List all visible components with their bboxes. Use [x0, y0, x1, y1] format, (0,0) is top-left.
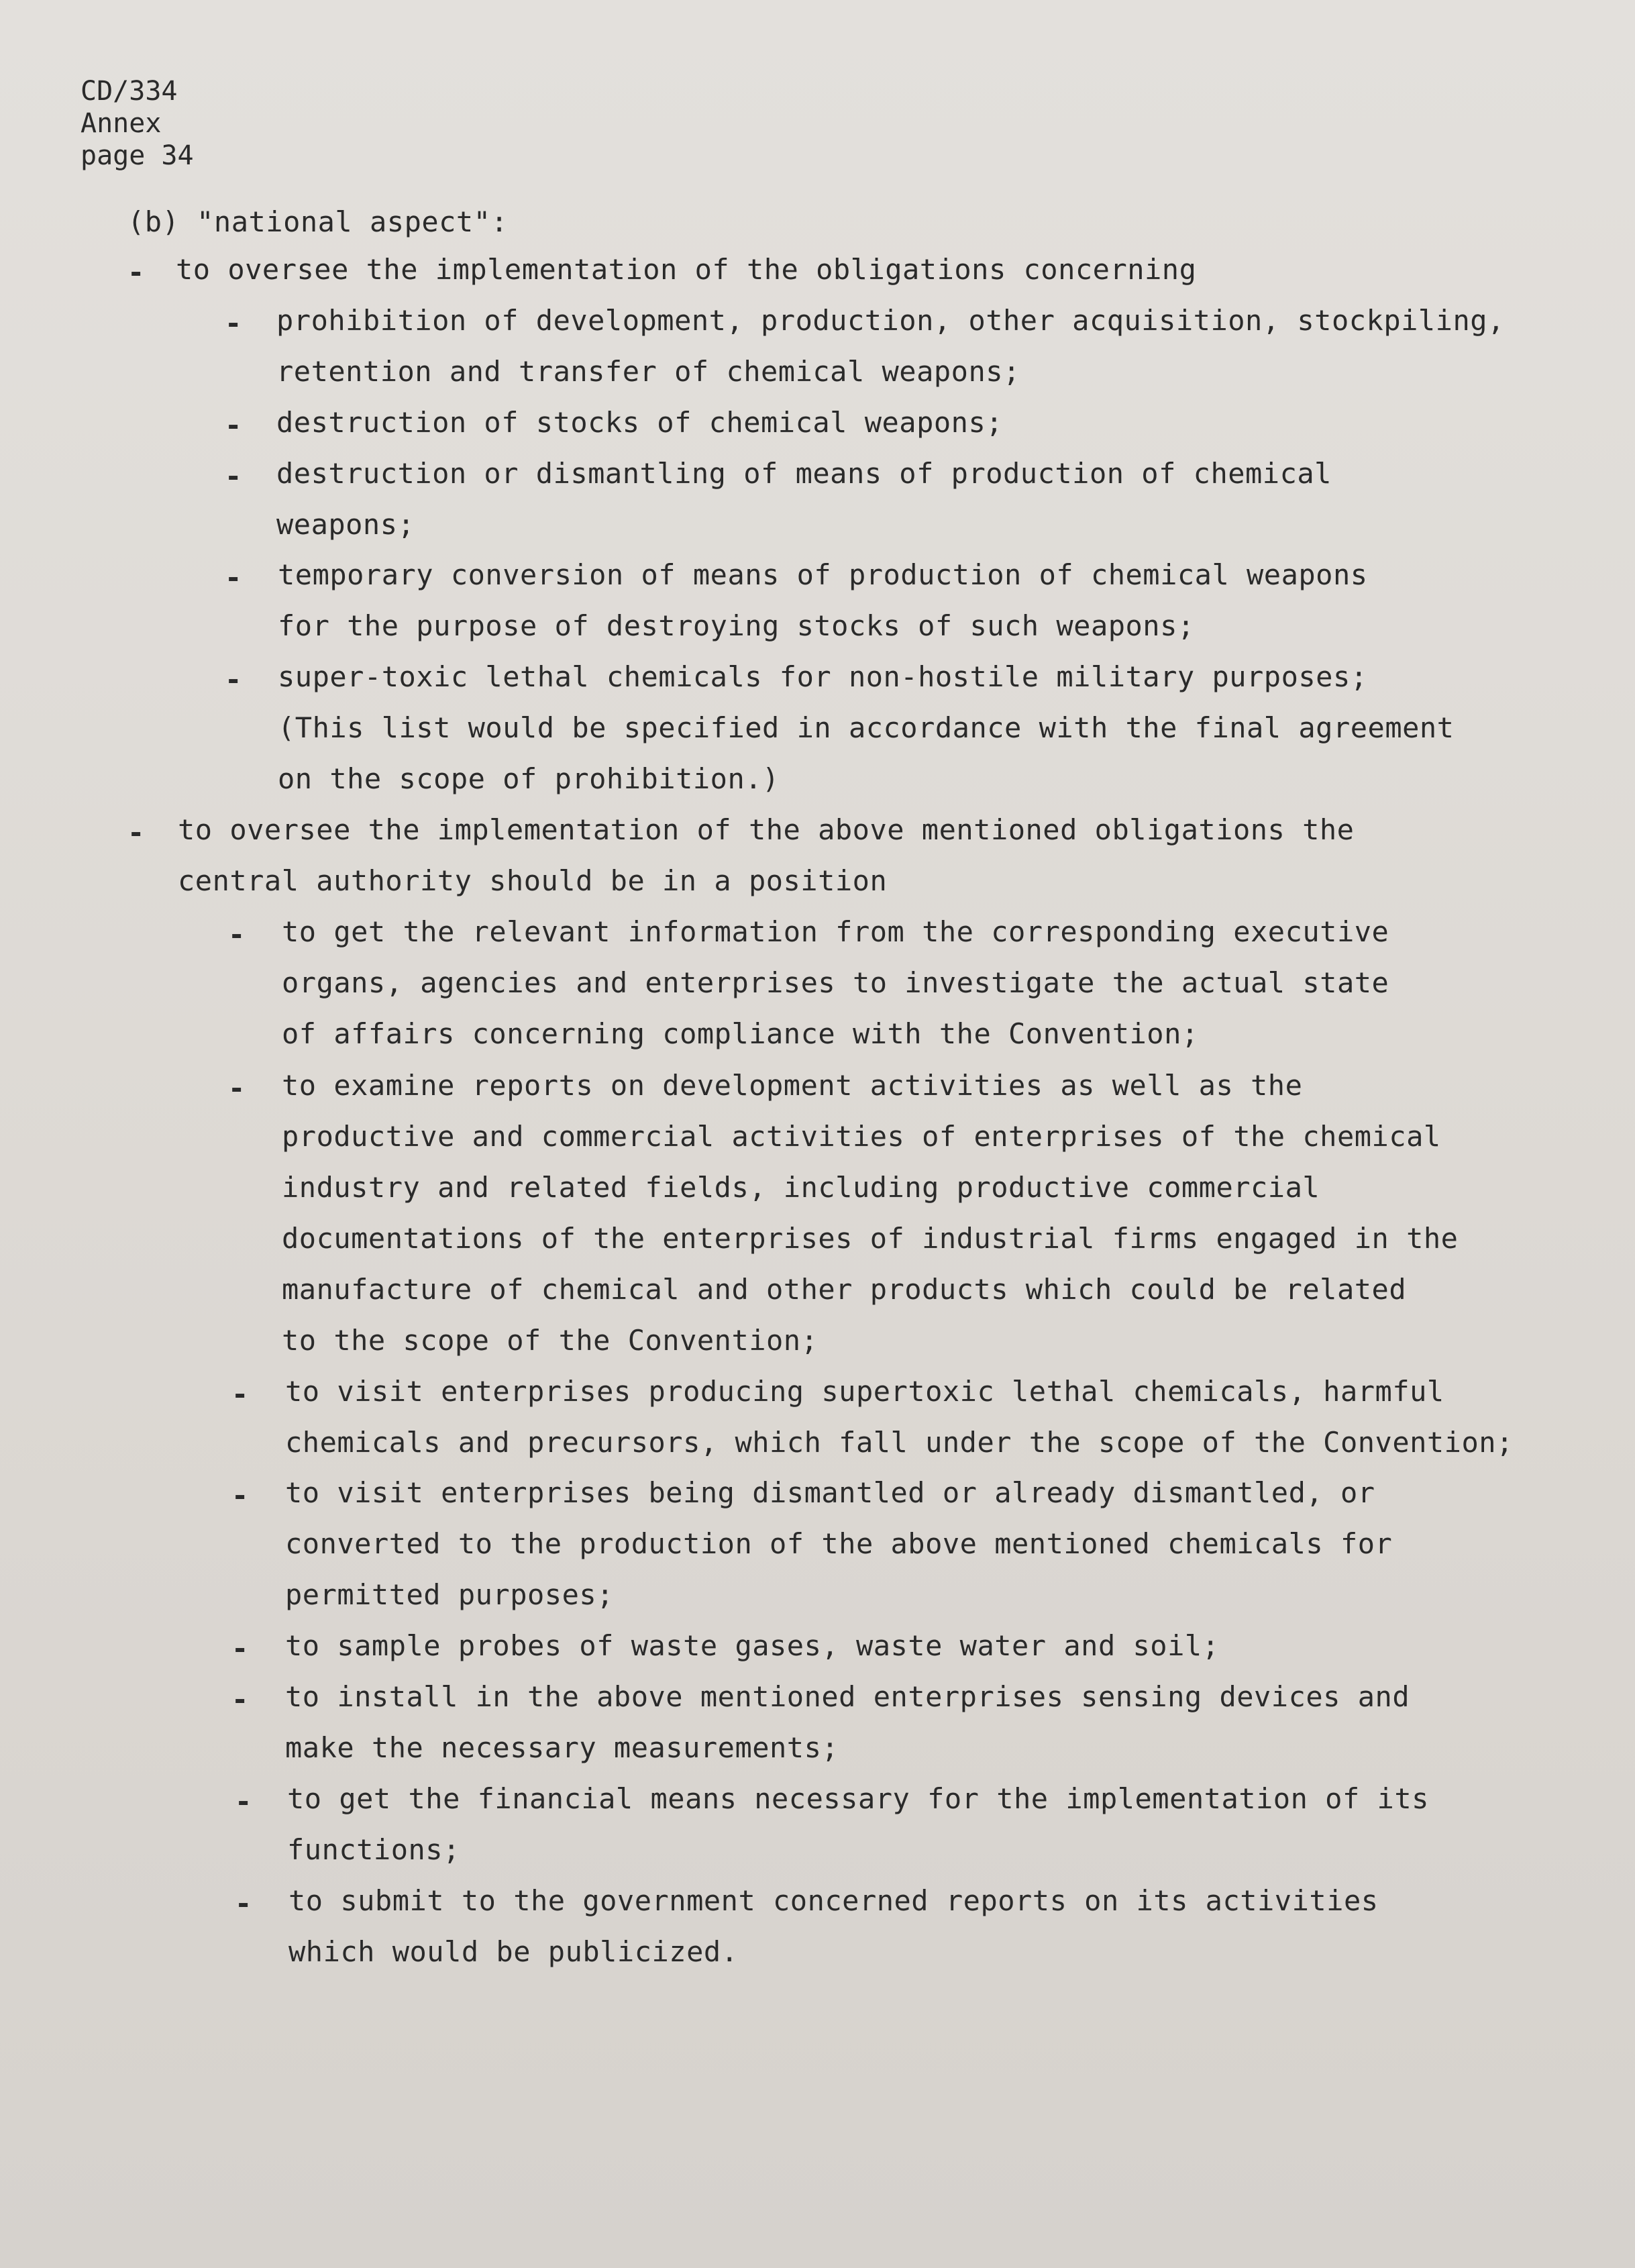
- list-bullet: -: [228, 1072, 246, 1104]
- list-bullet: -: [225, 460, 242, 493]
- list-bullet: -: [231, 1378, 249, 1410]
- list-bullet: -: [225, 307, 242, 340]
- document-id: CD/334: [81, 76, 178, 107]
- list-bullet: -: [228, 918, 246, 951]
- item2-sub4-line2: converted to the production of the above mentioned chemicals for: [285, 1527, 1393, 1560]
- item2-sub2-line2: productive and commercial activities of enterprises of the chemical: [282, 1120, 1441, 1153]
- list-bullet: -: [235, 1887, 252, 1920]
- item2-sub8-line1: to submit to the government concerned reports on its activities: [288, 1884, 1379, 1917]
- item2-sub1-line2: organs, agencies and enterprises to investigate the actual state: [282, 966, 1389, 999]
- item2-line1: to oversee the implementation of the above mentioned obligations the: [178, 813, 1355, 846]
- item1-sub5-line1: super-toxic lethal chemicals for non-hostile military purposes;: [278, 660, 1368, 693]
- subheading: (b) "national aspect":: [127, 205, 509, 238]
- item2-sub4-line1: to visit enterprises being dismantled or already dismantled, or: [285, 1476, 1375, 1509]
- annex-label: Annex: [81, 108, 162, 139]
- page-number: page 34: [81, 140, 194, 171]
- list-bullet: -: [235, 1785, 252, 1818]
- item1-sub5-line2: (This list would be specified in accordance with the final agreement: [278, 711, 1455, 744]
- list-bullet: -: [231, 1479, 249, 1512]
- item2-sub2-line4: documentations of the enterprises of industrial firms engaged in the: [282, 1222, 1459, 1255]
- item1-sub3-line2: weapons;: [276, 508, 415, 541]
- item1-sub3-line1: destruction or dismantling of means of production of chemical: [276, 457, 1332, 490]
- item2-sub8-line2: which would be publicized.: [288, 1935, 739, 1968]
- item1-sub1-line1: prohibition of development, production, other acquisition, stockpiling,: [276, 304, 1505, 337]
- item1-sub5-line3: on the scope of prohibition.): [278, 762, 780, 795]
- item2-sub1-line3: of affairs concerning compliance with the Convention;: [282, 1017, 1199, 1050]
- item1-sub1-line2: retention and transfer of chemical weapons;: [276, 355, 1020, 388]
- item2-sub2-line5: manufacture of chemical and other products which could be related: [282, 1273, 1407, 1306]
- list-bullet: -: [231, 1683, 249, 1716]
- list-bullet: -: [231, 1632, 249, 1665]
- list-bullet: -: [127, 256, 145, 289]
- item2-sub1-line1: to get the relevant information from the corresponding executive: [282, 915, 1389, 948]
- item2-sub7-line2: functions;: [287, 1833, 460, 1866]
- item2-line2: central authority should be in a position: [178, 864, 888, 897]
- item2-sub7-line1: to get the financial means necessary for the implementation of its: [287, 1782, 1429, 1815]
- document-header: [81, 75, 194, 172]
- list-bullet: -: [225, 561, 242, 594]
- item1-sub4-line1: temporary conversion of means of production of chemical weapons: [278, 558, 1368, 591]
- item2-sub2-line3: industry and related fields, including productive commercial: [282, 1171, 1320, 1204]
- item2-sub3-line2: chemicals and precursors, which fall under the scope of the Convention;: [285, 1426, 1514, 1459]
- item2-sub6-line2: make the necessary measurements;: [285, 1731, 839, 1764]
- item2-sub2-line1: to examine reports on development activities as well as the: [282, 1069, 1303, 1102]
- item1-line: to oversee the implementation of the obligations concerning: [176, 253, 1197, 286]
- item1-sub2-line1: destruction of stocks of chemical weapons;: [276, 406, 1004, 439]
- item1-sub4-line2: for the purpose of destroying stocks of such weapons;: [278, 609, 1195, 642]
- item2-sub4-line3: permitted purposes;: [285, 1578, 614, 1611]
- list-bullet: -: [127, 816, 145, 849]
- list-bullet: -: [225, 663, 242, 696]
- item2-sub5-line1: to sample probes of waste gases, waste water and soil;: [285, 1629, 1220, 1662]
- list-bullet: -: [225, 409, 242, 442]
- item2-sub2-line6: to the scope of the Convention;: [282, 1324, 819, 1357]
- item2-sub3-line1: to visit enterprises producing supertoxic lethal chemicals, harmful: [285, 1375, 1444, 1408]
- item2-sub6-line1: to install in the above mentioned enterprises sensing devices and: [285, 1680, 1410, 1713]
